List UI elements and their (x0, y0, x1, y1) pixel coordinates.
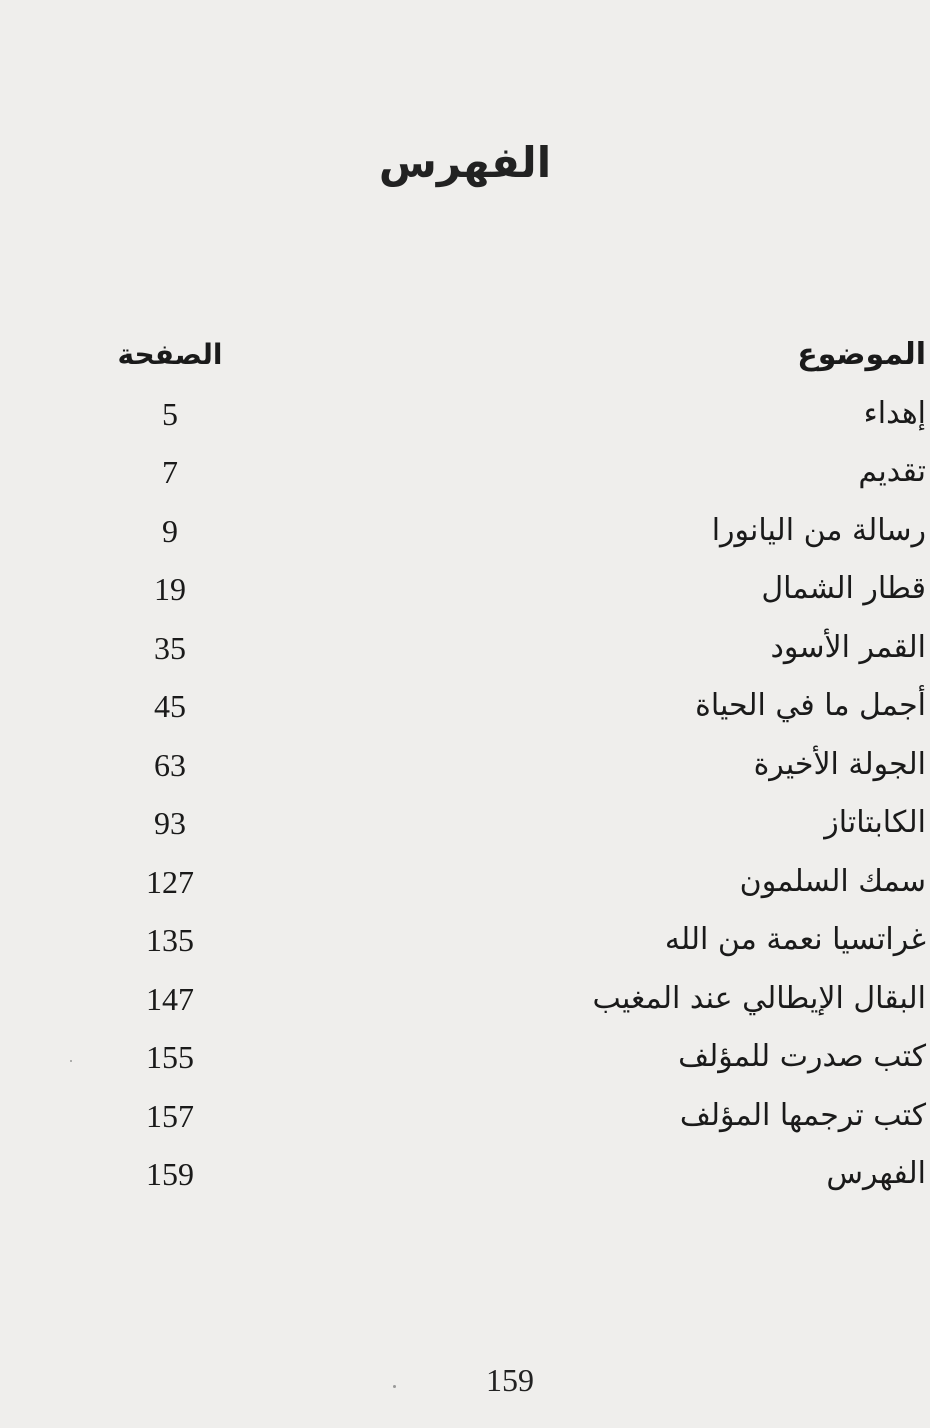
entry-page: 45 (154, 688, 186, 724)
paper-speck (70, 1060, 72, 1062)
toc-entry (110, 623, 930, 682)
toc-entry (110, 389, 930, 448)
entry-topic: الجولة الأخيرة (753, 746, 926, 782)
toc-header-row (110, 330, 930, 389)
entry-page: 157 (146, 1097, 194, 1134)
entry-page: 35 (154, 629, 186, 666)
toc-entry (110, 915, 930, 974)
toc-entry (110, 1032, 930, 1091)
entry-topic: كتب ترجمها المؤلف (679, 1097, 926, 1133)
table-of-contents (110, 330, 930, 1208)
entry-page: 7 (162, 454, 178, 490)
paper-speck (393, 1385, 396, 1388)
entry-topic: غراتسيا نعمة من الله (664, 922, 926, 957)
toc-entry (110, 506, 930, 565)
entry-page: 135 (146, 922, 194, 958)
entry-page: 127 (146, 863, 194, 900)
entry-topic: البقال الإيطالي عند المغيب (592, 980, 926, 1016)
toc-entry (110, 857, 930, 916)
entry-page: 5 (162, 395, 178, 432)
toc-entry (110, 798, 930, 857)
toc-entry (110, 564, 930, 623)
entry-topic: رسالة من اليانورا (711, 512, 926, 548)
toc-entry (110, 974, 930, 1033)
entry-topic: إهداء (863, 395, 926, 431)
entry-topic: سمك السلمون (739, 863, 926, 899)
entry-page: 155 (146, 1039, 194, 1075)
page-number: 159 (486, 1362, 534, 1398)
toc-entry (110, 681, 930, 740)
entry-topic: أجمل ما في الحياة (695, 688, 926, 723)
page-column-header: الصفحة (117, 338, 223, 371)
toc-entry (110, 1091, 930, 1150)
entry-topic: تقديم (858, 454, 926, 489)
toc-entry (110, 1149, 930, 1208)
toc-entry (110, 447, 930, 506)
entry-page: 93 (154, 805, 186, 841)
entry-topic: الفهرس (826, 1156, 926, 1191)
entry-topic: قطار الشمال (761, 571, 926, 606)
entry-topic: كتب صدرت للمؤلف (678, 1039, 926, 1074)
entry-page: 147 (146, 980, 194, 1017)
entry-page: 159 (146, 1156, 194, 1192)
entry-page: 9 (162, 512, 178, 549)
entry-page: 63 (154, 746, 186, 783)
entry-topic: القمر الأسود (770, 629, 926, 665)
entry-topic: الكابتاتاز (824, 805, 926, 840)
page-title: الفهرس (378, 138, 552, 187)
entry-page: 19 (154, 571, 186, 607)
toc-entry (110, 740, 930, 799)
topic-column-header: الموضوع (797, 337, 926, 372)
